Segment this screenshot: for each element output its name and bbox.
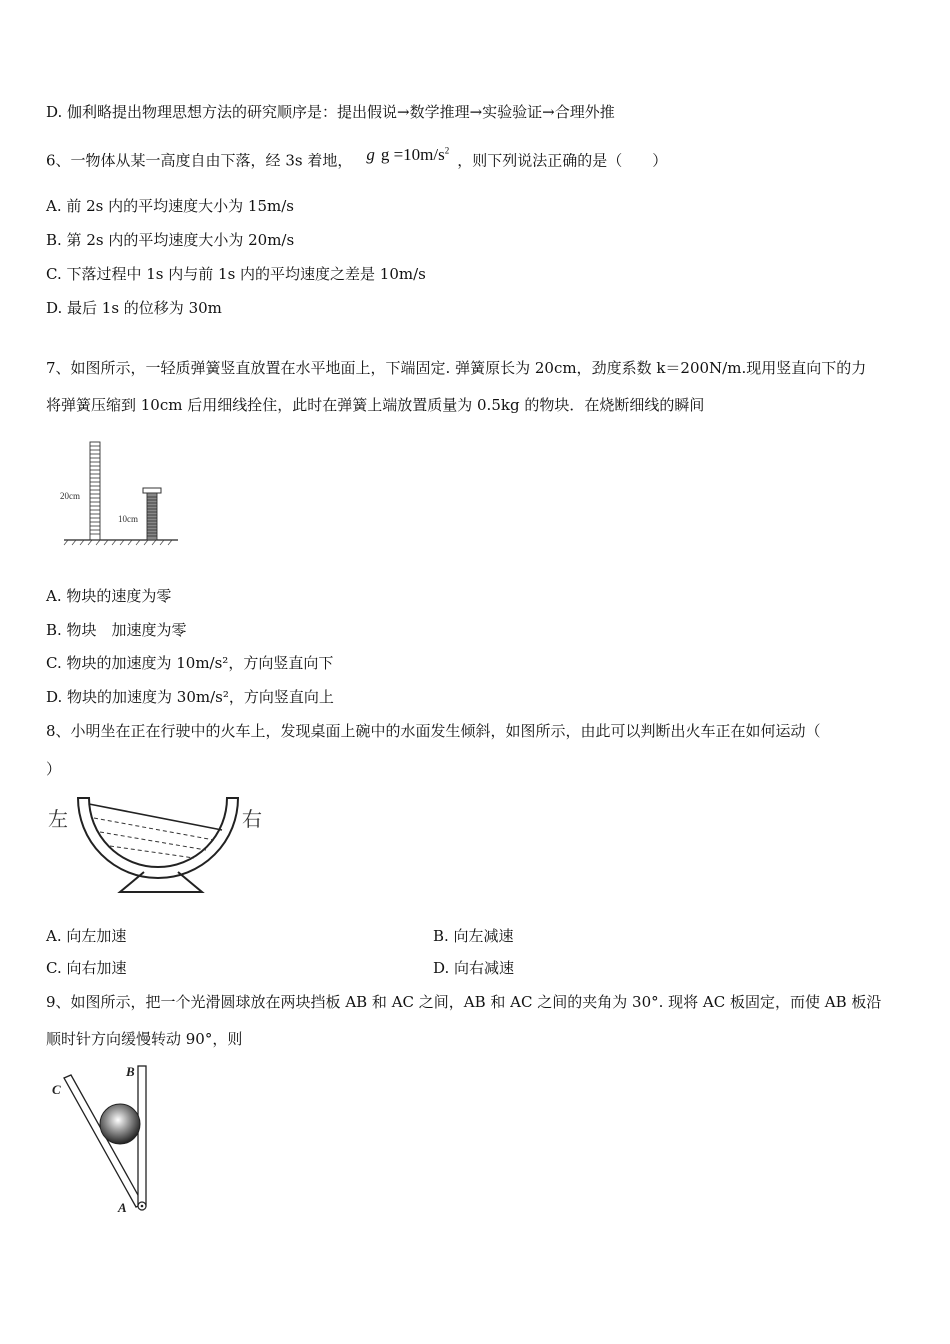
q5-option-d: D. 伽利略提出物理思想方法的研究顺序是：提出假说→数学推理→实验验证→合理外推 <box>46 103 615 121</box>
q7-spring-figure <box>44 424 194 552</box>
q8-option-c: C. 向右加速 <box>46 959 127 977</box>
q6-formula-text: g =10m/s <box>380 144 445 164</box>
q7-option-b: B. 物块 加速度为零 <box>46 621 187 639</box>
left-label: 左 <box>48 807 68 831</box>
q7-option-d: D. 物块的加速度为 30m/s²，方向竖直向上 <box>46 688 334 706</box>
label-c: C <box>52 1082 61 1097</box>
label-a: A <box>118 1200 127 1215</box>
hinge-pin <box>141 1205 144 1208</box>
bowl <box>78 798 238 878</box>
q8-option-d: D. 向右减速 <box>433 959 515 977</box>
long-spring-label: 20cm <box>60 491 80 501</box>
ground-hatch <box>64 540 172 545</box>
q7-option-a: A. 物块的速度为零 <box>46 587 172 605</box>
q6-stem <box>46 146 667 171</box>
q6-stem-b: ，则下列说法正确的是（ ） <box>457 151 668 170</box>
q8-option-b: B. 向左减速 <box>433 927 514 945</box>
q7-stem-line2: 将弹簧压缩到 10cm 后用细线拴住，此时在弹簧上端放置质量为 0.5kg 的物块．在烧断细线的瞬间 <box>46 396 705 414</box>
smooth-ball <box>100 1104 140 1144</box>
q9-ball-figure <box>44 1060 174 1220</box>
right-label: 右 <box>242 807 262 831</box>
short-spring-label: 10cm <box>118 514 138 524</box>
board-ab <box>138 1066 146 1206</box>
q6-stem-a: 6、一物体从某一高度自由下落，经 3s 着地， <box>46 151 353 170</box>
q8-stem-line2: ） <box>46 760 62 778</box>
q7-stem-line1: 7、如图所示，一轻质弹簧竖直放置在水平地面上，下端固定. 弹簧原长为 20cm，劲度系数 k＝200N/m.现用竖直向下的力 <box>46 359 867 377</box>
q8-option-a: A. 向左加速 <box>46 927 127 945</box>
q6-option-d: D. 最后 1s 的位移为 30m <box>46 299 222 317</box>
q9-stem-line1: 9、如图所示，把一个光滑圆球放在两块挡板 AB 和 AC 之间，AB 和 AC 之间的夹角为 30°. 现将 AC 板固定，而使 AB 板沿 <box>46 993 882 1011</box>
q6-formula: g $g =10m/s^2$ <box>366 144 450 164</box>
q8-bowl-figure <box>44 792 274 902</box>
q9-stem-line2: 顺时针方向缓慢转动 90°，则 <box>46 1030 243 1048</box>
q6-option-a: A. 前 2s 内的平均速度大小为 15m/s <box>46 197 294 215</box>
q8-stem-line1: 8、小明坐在正在行驶中的火车上，发现桌面上碗中的水面发生倾斜，如图所示，由此可以判断出火车正在如何运动（ <box>46 722 821 740</box>
q6-option-c: C. 下落过程中 1s 内与前 1s 内的平均速度之差是 10m/s <box>46 265 426 283</box>
q6-option-b: B. 第 2s 内的平均速度大小为 20m/s <box>46 231 295 249</box>
q7-option-c: C. 物块的加速度为 10m/s²，方向竖直向下 <box>46 654 334 672</box>
long-spring <box>90 442 100 540</box>
label-b: B <box>126 1064 135 1079</box>
short-spring <box>143 488 161 540</box>
q6-formula-sup: 2 <box>444 145 450 155</box>
water-surface <box>89 804 222 830</box>
